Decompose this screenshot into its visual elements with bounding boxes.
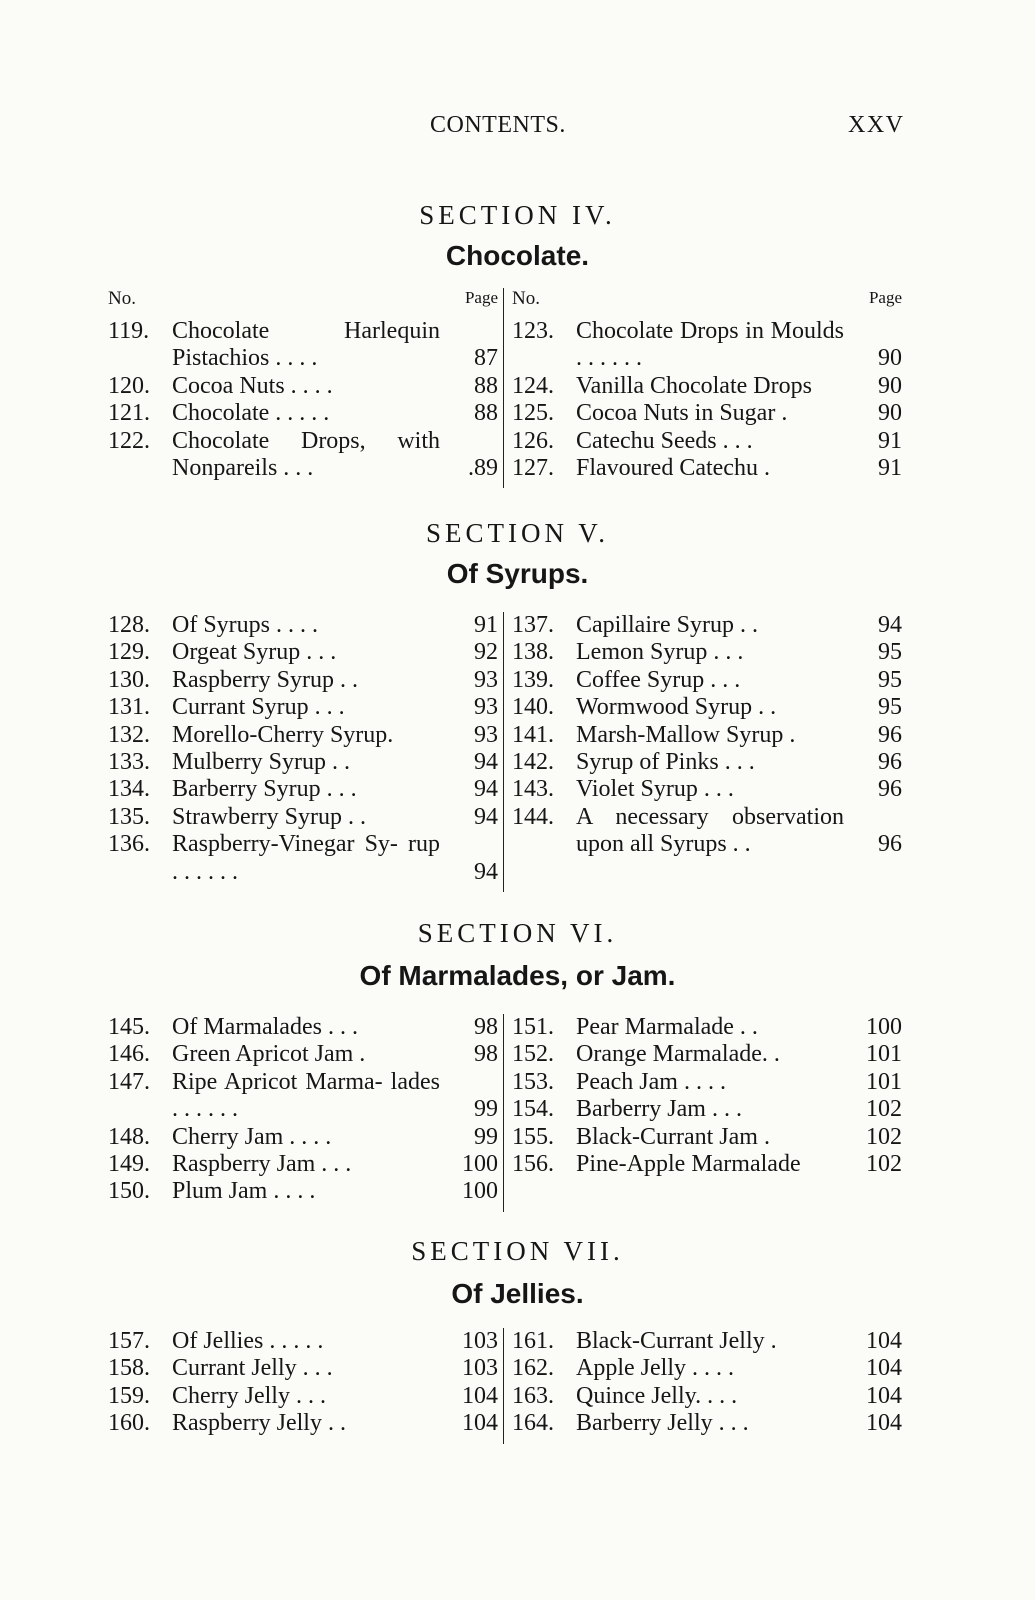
entry-page: 92: [474, 639, 498, 666]
entry-number: 157.: [108, 1328, 150, 1354]
contents-entry[interactable]: [512, 694, 902, 721]
entry-page: 104: [866, 1410, 902, 1437]
contents-entry[interactable]: [512, 639, 902, 666]
entry-page: 98: [474, 1041, 498, 1068]
column-label-number: No.: [512, 288, 540, 309]
column-divider: [503, 612, 504, 892]
entry-page: 99: [474, 1123, 498, 1150]
entry-page: 104: [462, 1410, 498, 1437]
entry-page: 90: [878, 400, 902, 427]
contents-entry[interactable]: [512, 1069, 902, 1096]
entry-title: Capillaire Syrup . .: [576, 612, 758, 638]
entry-number: 124.: [512, 372, 554, 399]
entry-page: 104: [866, 1355, 902, 1382]
column-label-page: Page: [464, 288, 498, 307]
entry-number: 146.: [108, 1041, 150, 1068]
column-divider: [503, 288, 504, 488]
running-head-title: CONTENTS.: [430, 112, 566, 138]
entry-title: Peach Jam . . . .: [576, 1068, 726, 1095]
entry-number: 129.: [108, 639, 150, 666]
contents-entry[interactable]: [512, 1014, 902, 1041]
column-label-number: No.: [108, 288, 136, 309]
entry-page: 90: [878, 345, 902, 372]
entry-page: 93: [474, 721, 498, 748]
section-label: SECTION IV.: [419, 200, 616, 230]
contents-entry[interactable]: [512, 318, 902, 373]
entry-number: 162.: [512, 1355, 554, 1382]
entry-number: 142.: [512, 749, 554, 775]
contents-entry[interactable]: [108, 1178, 498, 1205]
entry-title: Flavoured Catechu .: [576, 455, 770, 481]
entry-page: 91: [474, 612, 498, 638]
entry-page: 87: [474, 345, 498, 372]
entry-title: Chocolate Drops in Moulds . . . . . .: [576, 318, 844, 372]
entry-title: Barberry Syrup . . .: [172, 776, 357, 803]
entry-title: Raspberry Jelly . .: [172, 1410, 346, 1437]
contents-entry[interactable]: [512, 667, 902, 694]
entry-page: 98: [474, 1014, 498, 1040]
entry-title: Currant Jelly . . .: [172, 1355, 333, 1382]
entry-title: Chocolate Drops, with Nonpareils . . .: [172, 427, 440, 481]
entry-number: 128.: [108, 612, 150, 638]
contents-entry[interactable]: [108, 1328, 498, 1355]
entry-number: 119.: [108, 318, 150, 344]
entry-title: Cocoa Nuts . . . .: [172, 372, 333, 399]
contents-entry[interactable]: [108, 1383, 498, 1410]
entry-title: Of Syrups . . . .: [172, 612, 319, 638]
column-label-page: Page: [868, 288, 902, 307]
contents-entry[interactable]: [108, 639, 498, 666]
contents-entry[interactable]: [512, 804, 902, 859]
entry-number: 151.: [512, 1014, 554, 1040]
contents-entry[interactable]: [108, 667, 498, 694]
entry-page: 104: [866, 1382, 902, 1409]
entry-title: Pear Marmalade . .: [576, 1014, 758, 1040]
entry-number: 122.: [108, 427, 150, 454]
entry-page: 100: [866, 1014, 902, 1040]
contents-entry[interactable]: [512, 722, 902, 749]
entry-title: Of Jellies . . . . .: [172, 1328, 324, 1354]
entry-number: 126.: [512, 427, 554, 454]
entry-number: 132.: [108, 721, 150, 748]
entry-number: 130.: [108, 666, 150, 693]
entry-number: 135.: [108, 803, 150, 830]
entry-title: Cocoa Nuts in Sugar .: [576, 400, 788, 427]
section-title: Of Syrups.: [446, 558, 589, 589]
entry-title: Coffee Syrup . . .: [576, 666, 741, 693]
entry-title: Black-Currant Jam .: [576, 1123, 770, 1150]
entry-page: 95: [878, 694, 902, 721]
entry-number: 153.: [512, 1068, 554, 1095]
entry-number: 161.: [512, 1328, 554, 1354]
entry-title: Chocolate . . . . .: [172, 400, 330, 427]
entry-title: Raspberry Syrup . .: [172, 666, 358, 693]
entry-page: 88: [474, 400, 498, 427]
entry-title: Apple Jelly . . . .: [576, 1355, 734, 1382]
entry-title: Quince Jelly. . . .: [576, 1382, 738, 1409]
section-title: Chocolate.: [445, 240, 590, 271]
entry-page: 101: [866, 1068, 902, 1095]
entry-page: 99: [474, 1096, 498, 1123]
entry-page: 103: [462, 1328, 498, 1354]
entry-title: Strawberry Syrup . .: [172, 803, 366, 830]
entry-number: 149.: [108, 1151, 150, 1177]
contents-entry[interactable]: [108, 1041, 498, 1068]
entry-title: Wormwood Syrup . .: [576, 694, 777, 721]
contents-entry[interactable]: [108, 400, 498, 427]
contents-entry[interactable]: [512, 1383, 902, 1410]
entry-number: 137.: [512, 612, 554, 638]
entry-page: 104: [462, 1382, 498, 1409]
entry-number: 145.: [108, 1014, 150, 1040]
entry-number: 163.: [512, 1382, 554, 1409]
entry-title: Raspberry Jam . . .: [172, 1151, 352, 1177]
entry-page: 90: [878, 372, 902, 399]
contents-entry[interactable]: [512, 1410, 902, 1437]
entry-number: 152.: [512, 1041, 554, 1068]
entry-number: 160.: [108, 1410, 150, 1437]
entry-number: 150.: [108, 1178, 150, 1205]
entry-title: Cherry Jam . . . .: [172, 1123, 332, 1150]
entry-number: 121.: [108, 400, 150, 427]
section-label: SECTION VI.: [417, 918, 618, 948]
entry-number: 131.: [108, 694, 150, 721]
contents-entry[interactable]: [108, 804, 498, 831]
entry-page: 102: [866, 1096, 902, 1123]
contents-entry[interactable]: [108, 428, 498, 483]
entry-page: 95: [878, 639, 902, 666]
entry-title: Barberry Jam . . .: [576, 1096, 742, 1123]
entry-page: 100: [462, 1178, 498, 1205]
contents-entry[interactable]: [108, 1151, 498, 1178]
entry-number: 127.: [512, 455, 554, 481]
entry-page: 100: [462, 1151, 498, 1177]
contents-entry[interactable]: [512, 1328, 902, 1355]
entry-title: Green Apricot Jam .: [172, 1041, 366, 1068]
entry-number: 136.: [108, 831, 150, 858]
entry-number: 154.: [512, 1096, 554, 1123]
column-divider: [503, 1014, 504, 1212]
contents-entry[interactable]: [108, 1124, 498, 1151]
entry-title: Violet Syrup . . .: [576, 776, 734, 803]
entry-title: Orgeat Syrup . . .: [172, 639, 337, 666]
entry-page: 102: [866, 1123, 902, 1150]
entry-number: 138.: [512, 639, 554, 666]
column-divider: [503, 1328, 504, 1444]
entry-number: 159.: [108, 1382, 150, 1409]
contents-entry[interactable]: [108, 1014, 498, 1041]
entry-number: 141.: [512, 721, 554, 748]
section-label: SECTION V.: [425, 518, 610, 548]
contents-entry[interactable]: [108, 373, 498, 400]
column-header: [108, 288, 498, 310]
entry-page: 91: [878, 427, 902, 454]
entry-number: 148.: [108, 1123, 150, 1150]
entry-title: Orange Marmalade. .: [576, 1041, 780, 1068]
entry-page: 96: [878, 721, 902, 748]
entry-title: Currant Syrup . . .: [172, 694, 345, 721]
entry-title: Syrup of Pinks . . .: [576, 749, 755, 775]
entry-number: 133.: [108, 749, 150, 775]
entry-page: 91: [878, 455, 902, 481]
entry-page: .89: [468, 454, 498, 481]
entry-title: Plum Jam . . . .: [172, 1178, 316, 1205]
entry-page: 96: [878, 831, 902, 858]
contents-entry[interactable]: [512, 612, 902, 639]
contents-entry[interactable]: [108, 694, 498, 721]
entry-number: 158.: [108, 1355, 150, 1382]
entry-title: Barberry Jelly . . .: [576, 1410, 749, 1437]
contents-entry[interactable]: [108, 722, 498, 749]
contents-entry[interactable]: [108, 1069, 498, 1124]
contents-entry[interactable]: [108, 831, 498, 886]
entry-number: 156.: [512, 1151, 554, 1177]
contents-entry[interactable]: [512, 455, 902, 482]
entry-title: Mulberry Syrup . .: [172, 749, 350, 775]
contents-entry[interactable]: [512, 749, 902, 776]
contents-entry[interactable]: [108, 749, 498, 776]
entry-page: 95: [878, 666, 902, 693]
contents-entry[interactable]: [512, 1355, 902, 1382]
entry-number: 147.: [108, 1068, 150, 1095]
contents-entry[interactable]: [108, 1355, 498, 1382]
entry-number: 140.: [512, 694, 554, 721]
entry-page: 103: [462, 1355, 498, 1382]
entry-title: Ripe Apricot Marma- lades . . . . . .: [172, 1068, 440, 1123]
entry-title: Vanilla Chocolate Drops: [576, 372, 812, 399]
entry-number: 123.: [512, 318, 554, 344]
entry-page: 93: [474, 666, 498, 693]
entry-number: 139.: [512, 666, 554, 693]
entry-title: Catechu Seeds . . .: [576, 427, 753, 454]
section-title: Of Marmalades, or Jam.: [359, 960, 676, 991]
entry-title: Morello-Cherry Syrup.: [172, 721, 394, 748]
entry-title: Chocolate Harlequin Pistachios . . . .: [172, 318, 440, 372]
entry-title: Pine-Apple Marmalade: [576, 1151, 801, 1177]
contents-entry[interactable]: [108, 1410, 498, 1437]
entry-title: Of Marmalades . . .: [172, 1014, 358, 1040]
entry-title: Raspberry-Vinegar Sy- rup . . . . . .: [172, 831, 440, 885]
contents-entry[interactable]: [512, 1151, 902, 1178]
entry-title: Marsh-Mallow Syrup .: [576, 721, 796, 748]
contents-entry[interactable]: [512, 1096, 902, 1123]
entry-page: 88: [474, 372, 498, 399]
entry-number: 143.: [512, 776, 554, 803]
contents-entry[interactable]: [512, 428, 902, 455]
entry-title: A necessary observation upon all Syrups . .: [576, 803, 844, 858]
page-number: XXV: [848, 112, 905, 138]
entry-page: 104: [866, 1328, 902, 1354]
entry-page: 94: [474, 749, 498, 775]
entry-number: 125.: [512, 400, 554, 427]
entry-page: 94: [474, 858, 498, 885]
contents-entry[interactable]: [108, 318, 498, 373]
contents-entry[interactable]: [512, 373, 902, 400]
contents-entry[interactable]: [512, 400, 902, 427]
entry-page: 102: [866, 1151, 902, 1177]
section-title: Of Jellies.: [451, 1278, 584, 1309]
section-label: SECTION VII.: [411, 1236, 624, 1266]
contents-entry[interactable]: [512, 776, 902, 803]
contents-entry[interactable]: [108, 776, 498, 803]
contents-entry[interactable]: [512, 1041, 902, 1068]
entry-title: Cherry Jelly . . .: [172, 1382, 326, 1409]
entry-page: 94: [474, 803, 498, 830]
entry-number: 144.: [512, 803, 554, 830]
entry-number: 164.: [512, 1410, 554, 1437]
entry-number: 120.: [108, 372, 150, 399]
running-head: [0, 112, 1035, 144]
contents-entry[interactable]: [108, 612, 498, 639]
entry-title: Black-Currant Jelly .: [576, 1328, 777, 1354]
entry-page: 96: [878, 776, 902, 803]
entry-number: 134.: [108, 776, 150, 803]
contents-entry[interactable]: [512, 1124, 902, 1151]
entry-page: 94: [878, 612, 902, 638]
entry-page: 93: [474, 694, 498, 721]
column-header: [512, 288, 902, 310]
entry-page: 96: [878, 749, 902, 775]
entry-page: 101: [866, 1041, 902, 1068]
entry-title: Lemon Syrup . . .: [576, 639, 744, 666]
entry-page: 94: [474, 776, 498, 803]
entry-number: 155.: [512, 1123, 554, 1150]
